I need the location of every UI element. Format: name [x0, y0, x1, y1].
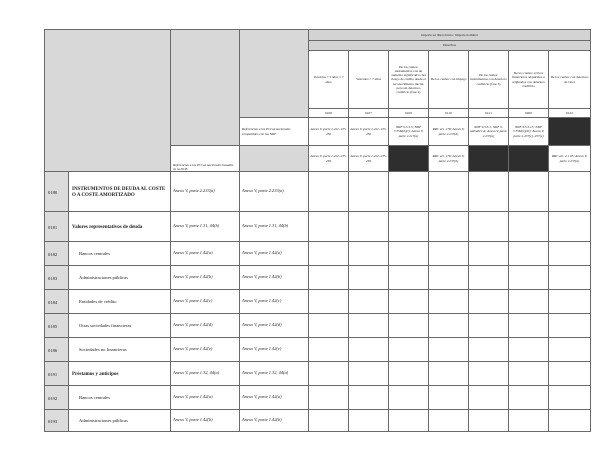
column-code: 0121	[469, 109, 509, 118]
row-code: 0183	[45, 266, 69, 290]
data-entry-cell[interactable]	[429, 242, 469, 266]
column-code: 0400	[509, 109, 549, 118]
row-ref-dcb: Anexo V, parte 1.42(a)	[171, 242, 240, 266]
data-entry-cell[interactable]	[509, 386, 549, 410]
table-row	[45, 290, 591, 314]
column-ref-niif: Anexo V, parte 2.222, 235, 236	[349, 118, 389, 146]
column-header-label: De los cuales: con deterioro de valor	[549, 51, 591, 109]
column-ref-dcb-blocked	[469, 146, 509, 172]
data-entry-cell[interactable]	[309, 242, 349, 266]
row-code: 0181	[45, 212, 69, 242]
data-entry-cell[interactable]	[309, 172, 349, 212]
row-ref-niif: Anexo V, parte 1.42(e)	[240, 338, 309, 362]
row-ref-niif: Anexo V, parte 1.42(a)	[240, 242, 309, 266]
header-ref-dcb-label: Referencias a los PCGA nacionales basados en la DCB	[171, 146, 240, 172]
data-entry-cell[interactable]	[349, 338, 389, 362]
row-label: Valores representativos de deuda	[69, 212, 171, 242]
data-entry-cell[interactable]	[309, 338, 349, 362]
data-entry-cell[interactable]	[549, 242, 591, 266]
data-entry-cell[interactable]	[349, 362, 389, 386]
data-entry-cell[interactable]	[429, 172, 469, 212]
table-row	[45, 386, 591, 410]
row-ref-dcb: Anexo V, parte 2.233(a)	[171, 172, 240, 212]
row-label: Otras sociedades financieras	[69, 314, 171, 338]
data-entry-cell[interactable]	[389, 172, 429, 212]
data-entry-cell[interactable]	[309, 266, 349, 290]
data-entry-cell[interactable]	[389, 386, 429, 410]
row-ref-niif: Anexo V, parte 1.42(a)	[240, 386, 309, 410]
data-entry-cell[interactable]	[429, 338, 469, 362]
column-header-label: De los cuales: instrumentos con un aumento significativo del riesgo de crédito desde el reconocimiento inicial, pero sin deterioro crediticio (fase 2)	[389, 51, 429, 109]
header-blank-dcb	[171, 30, 240, 146]
row-label: Administraciones públicas	[69, 410, 171, 432]
row-label: Bancos centrales	[69, 386, 171, 410]
data-entry-cell[interactable]	[549, 266, 591, 290]
header-sub-title: Derechos	[309, 41, 591, 51]
data-entry-cell[interactable]	[389, 314, 429, 338]
row-ref-niif: Anexo V, parte 1.42(c)	[240, 290, 309, 314]
data-entry-cell[interactable]	[389, 362, 429, 386]
row-ref-niif: Anexo V, parte 1.42(b)	[240, 266, 309, 290]
table-row	[45, 242, 591, 266]
data-entry-cell[interactable]	[509, 266, 549, 290]
data-entry-cell[interactable]	[509, 410, 549, 432]
row-ref-niif: Anexo V, parte 1.42(b)	[240, 410, 309, 432]
data-entry-cell[interactable]	[469, 266, 509, 290]
data-entry-cell[interactable]	[429, 290, 469, 314]
row-code: 0192	[45, 386, 69, 410]
row-label: Sociedades no financieras	[69, 338, 171, 362]
row-label: Administraciones públicas	[69, 266, 171, 290]
row-ref-niif: Anexo V, parte 1.32, 44(a)	[240, 362, 309, 386]
column-ref-dcb: RRC art. 178; Anexo V, parte 2.237(b)	[429, 146, 469, 172]
header-ref-niif-label: Referencias a los PCGA nacionales compatibles con las NIIF	[240, 118, 309, 146]
column-header-label: De los cuales: activos financieros adquiridos u originados con deterioro crediticio	[509, 51, 549, 109]
data-entry-cell[interactable]	[309, 410, 349, 432]
row-ref-niif: Anexo V, parte 1.42(d)	[240, 314, 309, 338]
column-ref-niif: NIIF 9.5.5.3; NIIF 7.35M(b)(i); Anexo V, parte 2.217(a)	[389, 118, 429, 146]
data-entry-cell[interactable]	[549, 314, 591, 338]
data-entry-cell[interactable]	[509, 212, 549, 242]
column-code: 0106	[309, 109, 349, 118]
row-label: INSTRUMENTOS DE DEUDA AL COSTE O A COSTE AMORTIZADO	[69, 172, 171, 212]
column-code: 0110	[429, 109, 469, 118]
financial-template-table	[44, 29, 591, 432]
data-entry-cell[interactable]	[549, 290, 591, 314]
data-entry-cell[interactable]	[509, 314, 549, 338]
data-entry-cell[interactable]	[469, 338, 509, 362]
row-ref-niif: Anexo V, parte 1.31, 44(b)	[240, 212, 309, 242]
data-entry-cell[interactable]	[549, 386, 591, 410]
row-ref-dcb: Anexo V, parte 1.42(b)	[171, 410, 240, 432]
data-entry-cell[interactable]	[349, 242, 389, 266]
data-entry-cell[interactable]	[469, 172, 509, 212]
header-blank-corner	[45, 30, 171, 172]
row-label: Bancos centrales	[69, 242, 171, 266]
data-entry-cell[interactable]	[309, 314, 349, 338]
data-entry-cell[interactable]	[349, 314, 389, 338]
data-entry-cell[interactable]	[549, 338, 591, 362]
table-row	[45, 172, 591, 212]
data-entry-cell[interactable]	[349, 212, 389, 242]
header-blank-niif	[240, 30, 309, 118]
data-entry-cell[interactable]	[349, 410, 389, 432]
column-header-label: Vencidos > 5 años ≤ 7 años	[309, 51, 349, 109]
column-ref-dcb: Anexo V, parte 2.222, 235, 236	[349, 146, 389, 172]
table-row	[45, 266, 591, 290]
data-entry-cell[interactable]	[309, 386, 349, 410]
row-ref-dcb: Anexo V, parte 1.42(b)	[171, 266, 240, 290]
data-entry-cell[interactable]	[309, 290, 349, 314]
header-blank-dcb-niif	[240, 146, 309, 172]
data-entry-cell[interactable]	[509, 172, 549, 212]
row-label: Préstamos y anticipos	[69, 362, 171, 386]
data-entry-cell[interactable]	[509, 338, 549, 362]
row-code: 0193	[45, 410, 69, 432]
data-entry-cell[interactable]	[549, 172, 591, 212]
column-code: 0107	[349, 109, 389, 118]
row-code: 0191	[45, 362, 69, 386]
column-header-label: Vencidos > 7 años	[349, 51, 389, 109]
column-code: 0122	[549, 109, 591, 118]
data-entry-cell[interactable]	[389, 266, 429, 290]
header-main-title: importe en libros bruto / importe nominal	[309, 30, 591, 41]
row-ref-dcb: Anexo V, parte 1.42(e)	[171, 338, 240, 362]
data-entry-cell[interactable]	[389, 410, 429, 432]
data-entry-cell[interactable]	[349, 386, 389, 410]
row-ref-dcb: Anexo V, parte 1.31, 44(b)	[171, 212, 240, 242]
data-entry-cell[interactable]	[469, 410, 509, 432]
table-row	[45, 314, 591, 338]
data-entry-cell[interactable]	[429, 266, 469, 290]
data-entry-cell[interactable]	[389, 212, 429, 242]
data-entry-cell[interactable]	[429, 362, 469, 386]
row-ref-dcb: Anexo V, parte 1.32, 44(a)	[171, 362, 240, 386]
column-ref-niif-blocked	[549, 118, 591, 146]
column-header-label: De los cuales: instrumentos con deterioro crediticio (fase 3)	[469, 51, 509, 109]
data-entry-cell[interactable]	[389, 290, 429, 314]
column-code: 0109	[389, 109, 429, 118]
row-label: Entidades de crédito	[69, 290, 171, 314]
data-entry-cell[interactable]	[349, 172, 389, 212]
row-code: 0185	[45, 314, 69, 338]
data-entry-cell[interactable]	[549, 212, 591, 242]
table-row	[45, 362, 591, 386]
column-ref-dcb: RRC art. 4 1 95; Anexo V, parte 2.237(a)	[549, 146, 591, 172]
column-ref-dcb: Anexo V, parte 2.222, 235, 236	[309, 146, 349, 172]
data-entry-cell[interactable]	[509, 290, 549, 314]
table-row	[45, 338, 591, 362]
column-ref-niif: Anexo V, parte 2.222, 235, 236	[309, 118, 349, 146]
row-code: 0182	[45, 242, 69, 266]
column-ref-niif: RRC art. 178; Anexo V, parte 2.237(b)	[429, 118, 469, 146]
row-ref-niif: Anexo V, parte 2.233(a)	[240, 172, 309, 212]
data-entry-cell[interactable]	[349, 266, 389, 290]
data-entry-cell[interactable]	[429, 386, 469, 410]
data-entry-cell[interactable]	[309, 362, 349, 386]
column-ref-dcb-blocked	[389, 146, 429, 172]
data-entry-cell[interactable]	[389, 338, 429, 362]
column-ref-niif: NIIF 9.5.5.1; NIIF 9, apéndice A; Anexo V, parte 2.237(a)	[469, 118, 509, 146]
data-entry-cell[interactable]	[469, 290, 509, 314]
data-entry-cell[interactable]	[389, 242, 429, 266]
data-entry-cell[interactable]	[429, 212, 469, 242]
row-ref-dcb: Anexo V, parte 1.42(c)	[171, 290, 240, 314]
data-entry-cell[interactable]	[509, 362, 549, 386]
column-header-label: De los cuales: con impago	[429, 51, 469, 109]
data-entry-cell[interactable]	[469, 386, 509, 410]
table-row	[45, 410, 591, 432]
data-entry-cell[interactable]	[469, 314, 509, 338]
table-row	[45, 212, 591, 242]
data-entry-cell[interactable]	[469, 362, 509, 386]
data-entry-cell[interactable]	[349, 290, 389, 314]
row-code: 0180	[45, 172, 69, 212]
row-ref-dcb: Anexo V, parte 1.42(a)	[171, 386, 240, 410]
data-entry-cell[interactable]	[549, 362, 591, 386]
data-entry-cell[interactable]	[309, 212, 349, 242]
data-entry-cell[interactable]	[469, 212, 509, 242]
row-code: 0186	[45, 338, 69, 362]
data-entry-cell[interactable]	[469, 242, 509, 266]
column-ref-niif: NIIF 9.5.5.13; NIIF 7.35M(c)(iii); Anexo V, parte 2.237(c), 237(e)	[509, 118, 549, 146]
data-entry-cell[interactable]	[549, 410, 591, 432]
column-ref-dcb-blocked	[509, 146, 549, 172]
data-entry-cell[interactable]	[429, 410, 469, 432]
data-entry-cell[interactable]	[429, 314, 469, 338]
row-code: 0184	[45, 290, 69, 314]
data-entry-cell[interactable]	[509, 242, 549, 266]
row-ref-dcb: Anexo V, parte 1.42(d)	[171, 314, 240, 338]
